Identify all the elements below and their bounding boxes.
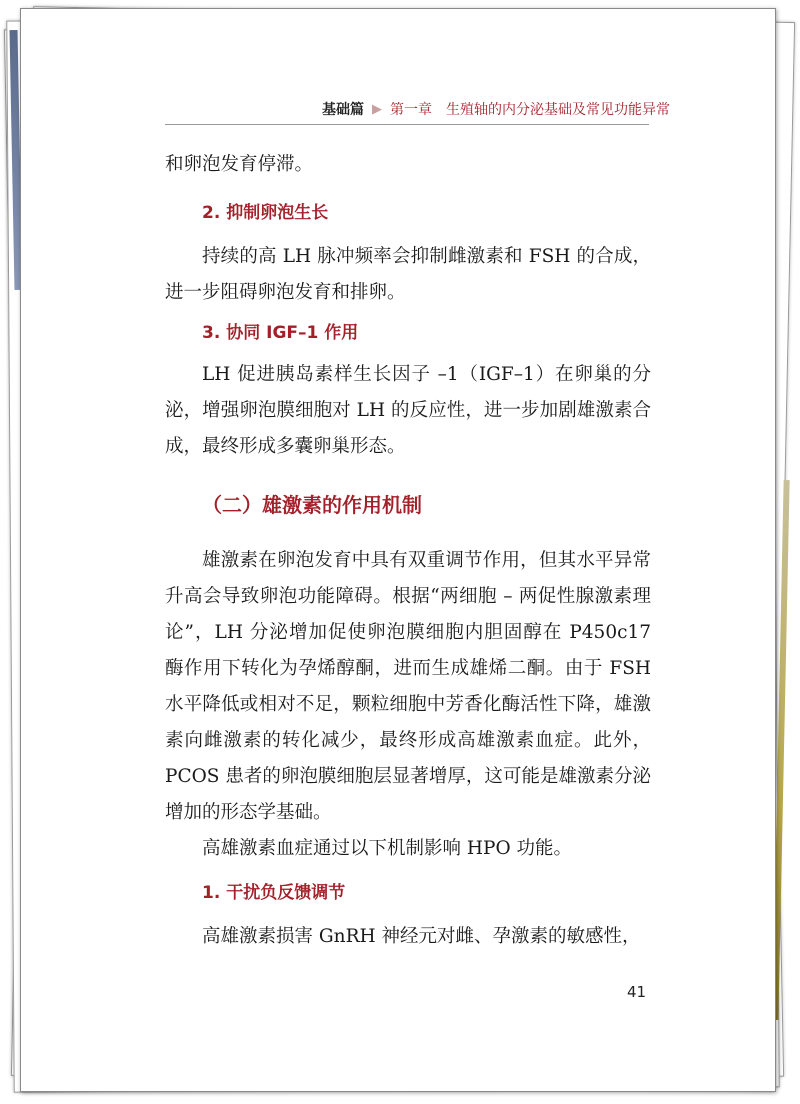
paragraph: 高雄激素血症通过以下机制影响 HPO 功能。: [202, 838, 573, 859]
paragraph: LH 促进胰岛素样生长因子 –1（IGF–1）在卵巢的分泌，增强卵泡膜细胞对 LH 的反应性，进一步加剧雄激素合成，最终形成多囊卵巢形态。: [165, 364, 651, 457]
paragraph: 持续的高 LH 脉冲频率会抑制雌激素和 FSH 的合成，进一步阻碍卵泡发育和排卵。: [165, 246, 651, 303]
running-head-part: 基础篇: [322, 102, 364, 118]
triangle-arrow-icon: ▶: [372, 101, 382, 117]
running-head: [322, 99, 670, 119]
section-title: （二）雄激素的作用机制: [202, 493, 422, 517]
paragraph: 高雄激素损害 GnRH 神经元对雌、孕激素的敏感性，: [202, 926, 641, 947]
paragraph: 雄激素在卵泡发育中具有双重调节作用，但其水平异常升高会导致卵泡功能障碍。根据“两细胞 – 两促性腺激素理论”，LH 分泌增加促使卵泡膜细胞内胆固醇在 P450c17 酶作用下转化为孕烯醇酮，进而生成雄烯二酮。由于 FSH 水平降低或相对不足，颗粒细胞中芳香化酶活性下降，雄激素向雌激素的转化减少，最终形成高雄激素血症。此外，PCOS 患者的卵泡膜细胞层显著增厚，这可能是雄激素分泌增加的形态学基础。: [165, 550, 651, 823]
running-head-chapter: 第一章 生殖轴的内分泌基础及常见功能异常: [390, 102, 670, 118]
page-number: 41: [627, 983, 647, 1001]
paragraph: 和卵泡发育停滞。: [165, 154, 314, 175]
subheading-inhibit-follicle: 2. 抑制卵泡生长: [202, 203, 329, 223]
subheading-igf1: 3. 协同 IGF–1 作用: [202, 323, 359, 343]
body-text: [165, 147, 651, 955]
header-rule: [165, 124, 649, 125]
subheading-negative-feedback: 1. 干扰负反馈调节: [202, 883, 346, 903]
